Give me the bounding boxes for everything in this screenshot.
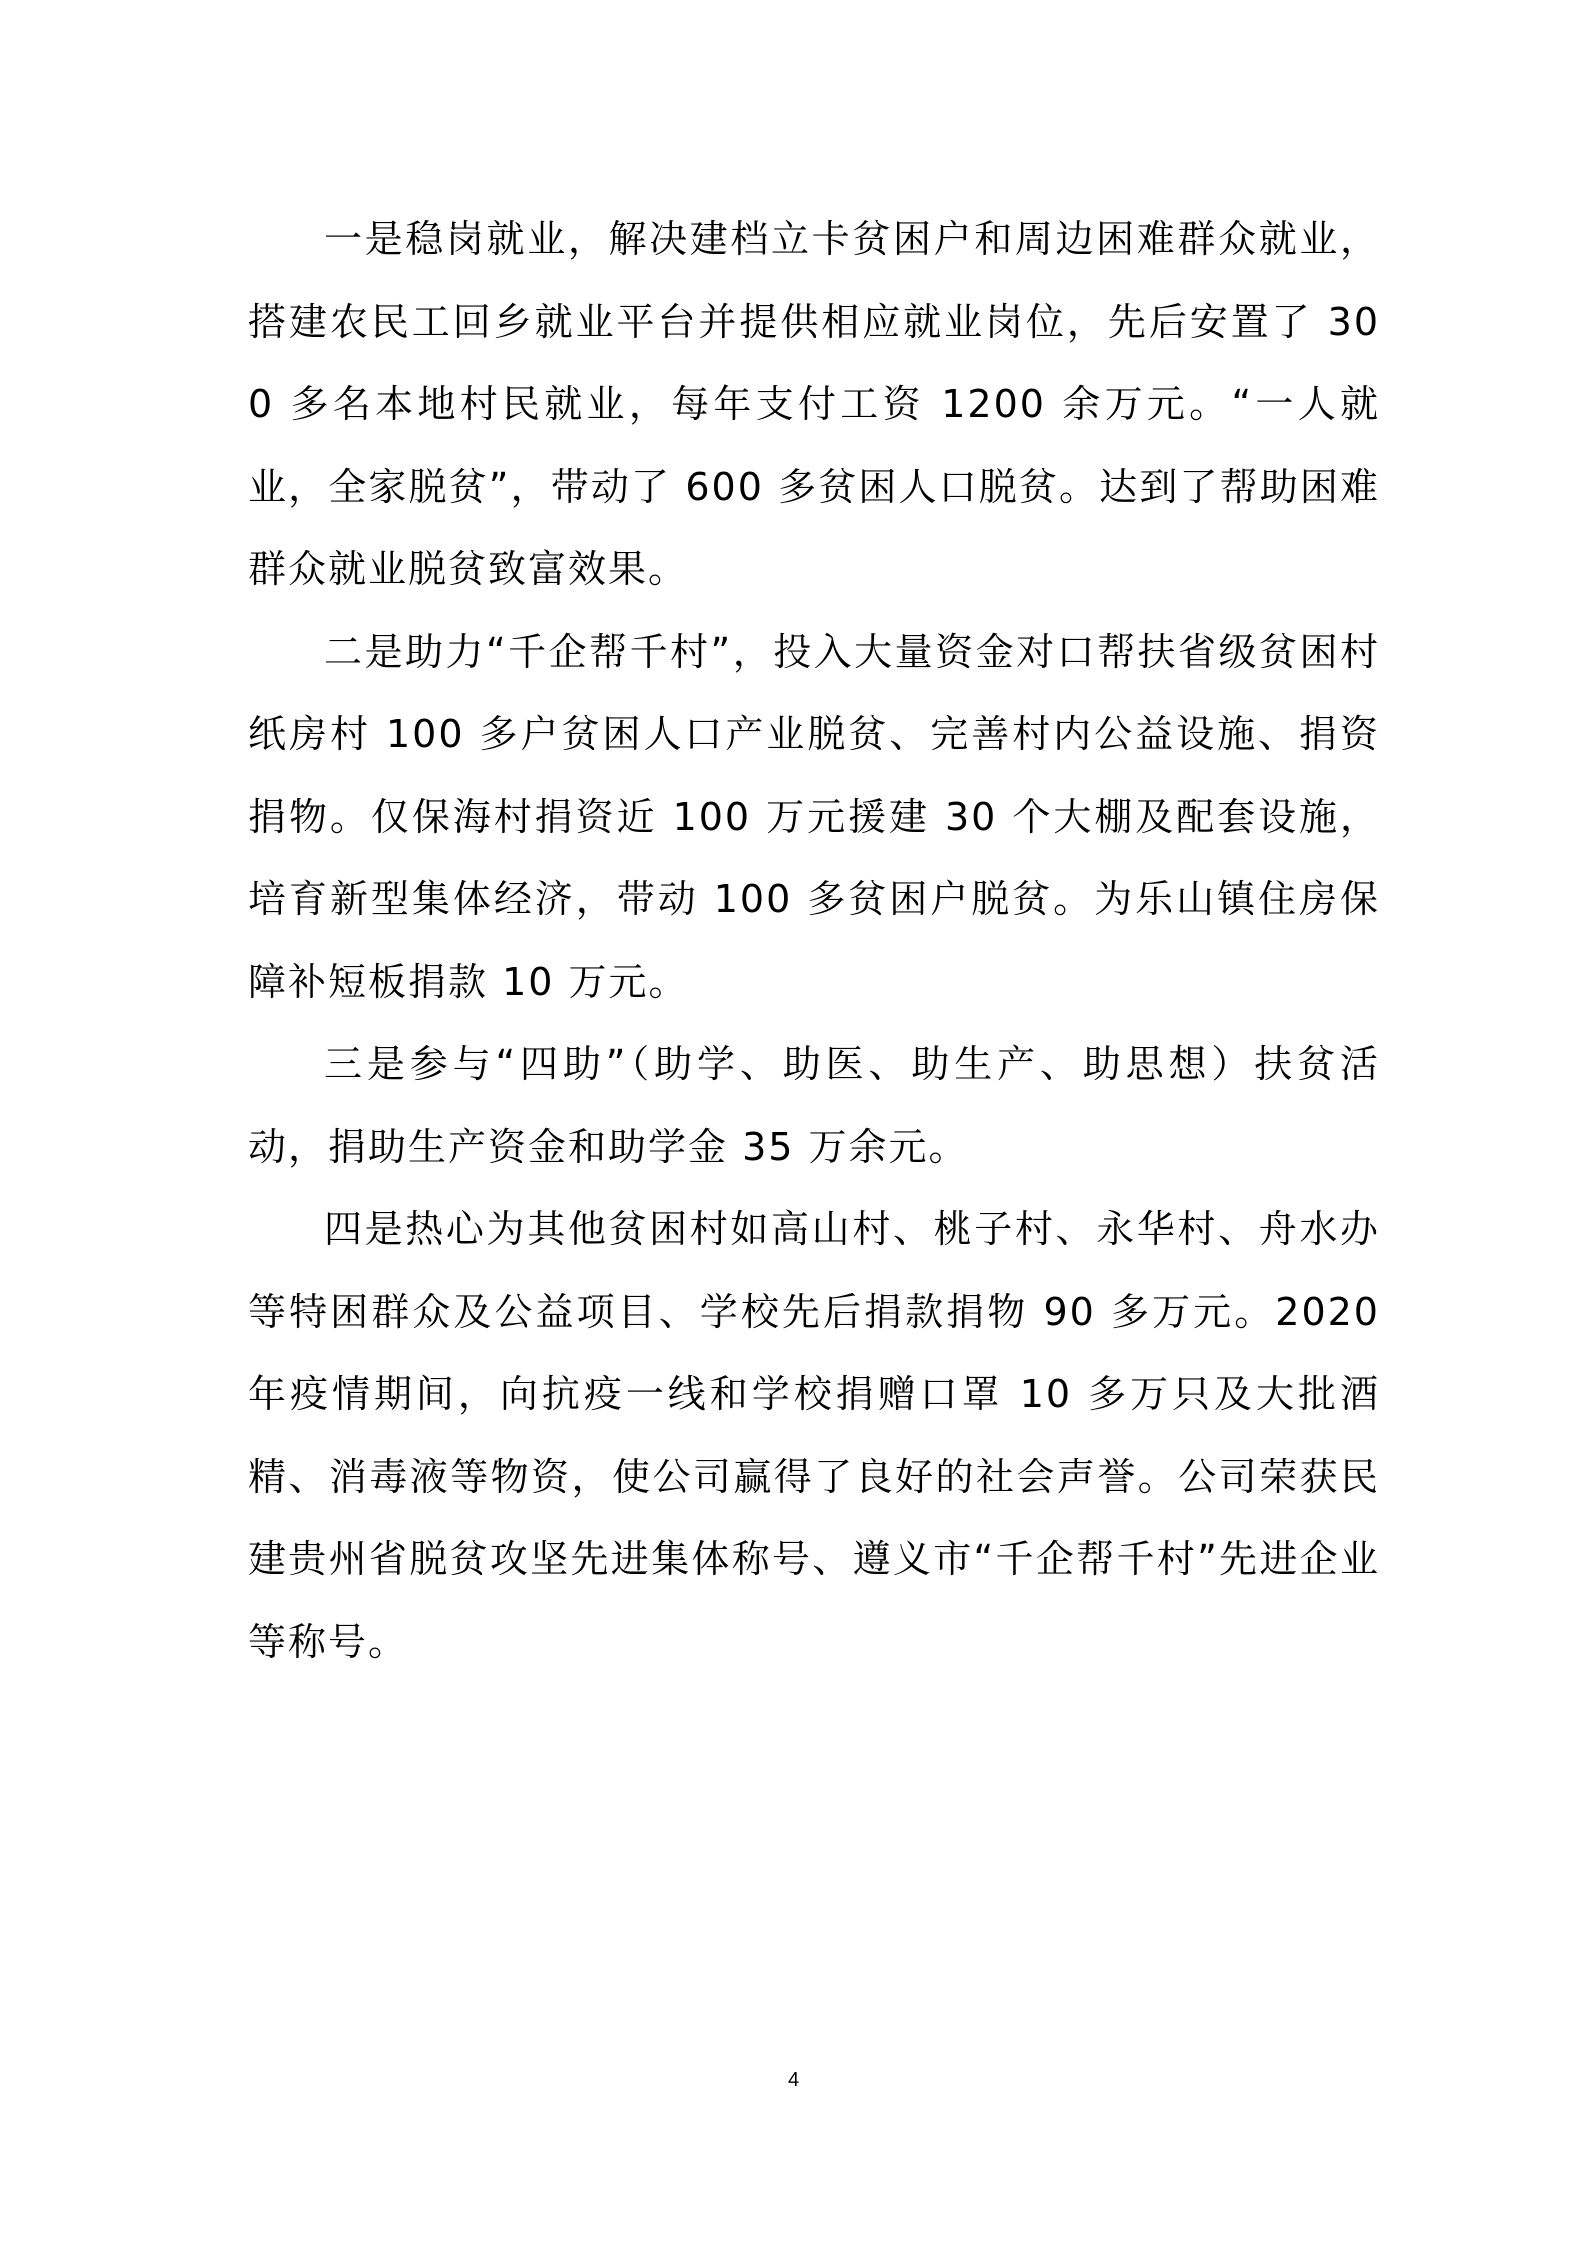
paragraph-employment: 一是稳岗就业，解决建档立卡贫困户和周边困难群众就业，搭建农民工回乡就业平台并提供相应就业岗位，先后安置了 300 多名本地村民就业，每年支付工资 1200 余万元。“一人就业，全家脱贫”，带动了 600 多贫困人口脱贫。达到了帮助困难群众就业脱贫致富效果。 — [248, 217, 1380, 591]
paragraph-village-aid: 二是助力“千企帮千村”，投入大量资金对口帮扶省级贫困村纸房村 100 多户贫困人口产业脱贫、完善村内公益设施、捐资捐物。仅保海村捐资近 100 万元援建 30 个大棚及配套设施，培育新型集体经济，带动 100 多贫困户脱贫。为乐山镇住房保障补短板捐款 10 万元。 — [248, 629, 1380, 1004]
page-number: 4 — [787, 2069, 800, 2091]
paragraph-four-aids: 三是参与“四助”（助学、助医、助生产、助思想）扶贫活动，捐助生产资金和助学金 35 万余元。 — [248, 1042, 1380, 1169]
document-body — [248, 198, 1380, 1683]
paragraph-donations: 四是热心为其他贫困村如高山村、桃子村、永华村、舟水办等特困群众及公益项目、学校先后捐款捐物 90 多万元。2020 年疫情期间，向抗疫一线和学校捐赠口罩 10 多万只及大批酒精、消毒液等物资，使公司赢得了良好的社会声誉。公司荣获民建贵州省脱贫攻坚先进集体称号、遵义市“千企帮千村”先进企业等称号。 — [248, 1207, 1380, 1664]
